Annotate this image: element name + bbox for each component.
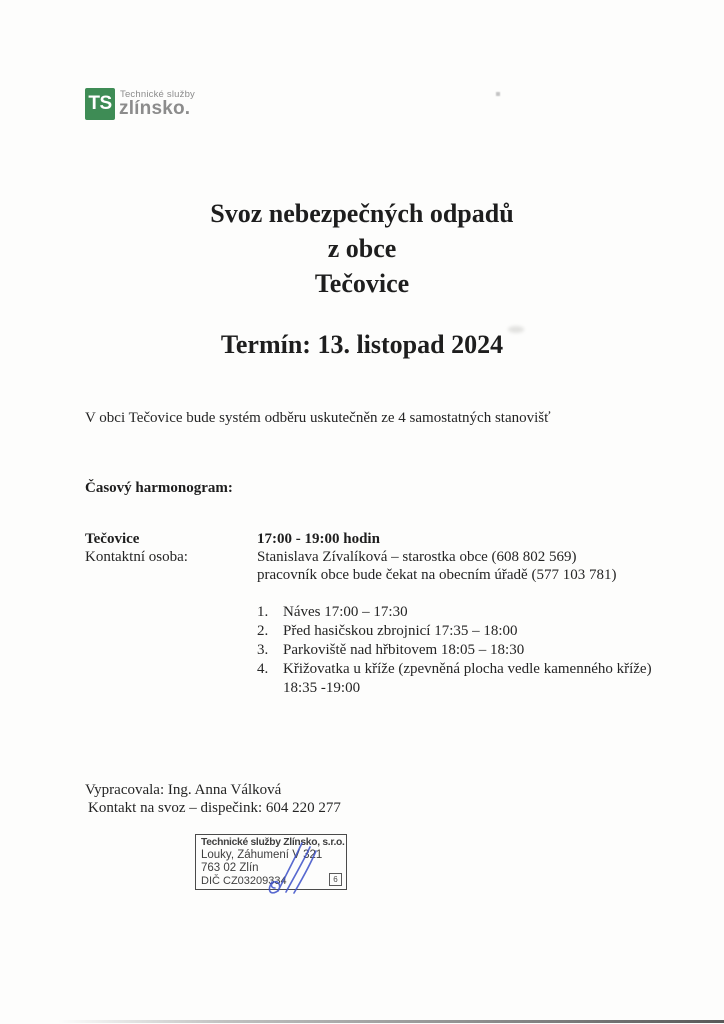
logo-ts-letters: TS: [88, 93, 112, 114]
list-item-text: Parkoviště nad hřbitovem 18:05 – 18:30: [283, 642, 525, 658]
stamp-city-line: 763 02 Zlín: [201, 862, 259, 874]
list-item-text: Křižovatka u kříže (zpevněná plocha vedle kamenného kříže) 18:35 -19:00: [283, 661, 652, 696]
schedule-row-contact: [85, 548, 685, 567]
list-item-number: 3.: [257, 642, 269, 658]
list-item: [257, 622, 657, 641]
company-stamp: [195, 834, 347, 890]
list-item-number: 2.: [257, 623, 269, 639]
title-line-2: z obce: [327, 234, 397, 263]
schedule-heading: Časový harmonogram:: [85, 480, 233, 496]
stamp-number-box: 6: [329, 873, 342, 886]
time-value: 17:00 - 19:00 hodin: [257, 531, 380, 547]
document-title: [0, 196, 724, 301]
intro-paragraph: V obci Tečovice bude systém odběru uskutečněn ze 4 samostatných stanovišť: [85, 410, 551, 426]
date-heading: Termín: 13. listopad 2024: [220, 330, 504, 359]
company-logo: [85, 87, 305, 131]
list-item-number: 4.: [257, 661, 269, 677]
logo-ts-icon: [85, 88, 115, 120]
stamp-address-line: Louky, Záhumení V 321: [201, 849, 323, 861]
place-label: Tečovice: [85, 531, 140, 547]
list-item: [257, 641, 657, 660]
dispatch-contact-line: Kontakt na svoz – dispečink: 604 220 277: [88, 800, 341, 816]
list-item-text: Náves 17:00 – 17:30: [283, 604, 408, 620]
stamp-tax-id: DIČ CZ03209334: [201, 875, 287, 887]
list-item-text: Před hasičskou zbrojnicí 17:35 – 18:00: [283, 623, 518, 639]
title-line-1: Svoz nebezpečných odpadů: [210, 199, 514, 228]
scan-smudge: [508, 326, 524, 333]
stops-list: [257, 603, 657, 698]
contact-line-2: pracovník obce bude čekat na obecním úřadě (577 103 781): [257, 567, 617, 583]
list-item: [257, 603, 657, 622]
list-item: [257, 660, 657, 698]
schedule-row-place: [85, 530, 685, 549]
scan-speck: [496, 92, 500, 96]
contact-label: Kontaktní osoba:: [85, 549, 188, 565]
list-item-number: 1.: [257, 604, 269, 620]
logo-company-name: Technické služby: [120, 89, 196, 100]
stamp-company-name: Technické služby Zlínsko, s.r.o.: [201, 837, 345, 848]
author-line: Vypracovala: Ing. Anna Válková: [85, 782, 282, 798]
title-line-3: Tečovice: [314, 269, 410, 298]
logo-brand-name: zlínsko.: [119, 98, 191, 119]
contact-line-1: Stanislava Zívalíková – starostka obce (608 802 569): [257, 549, 577, 565]
scan-bottom-edge: [58, 1020, 724, 1023]
